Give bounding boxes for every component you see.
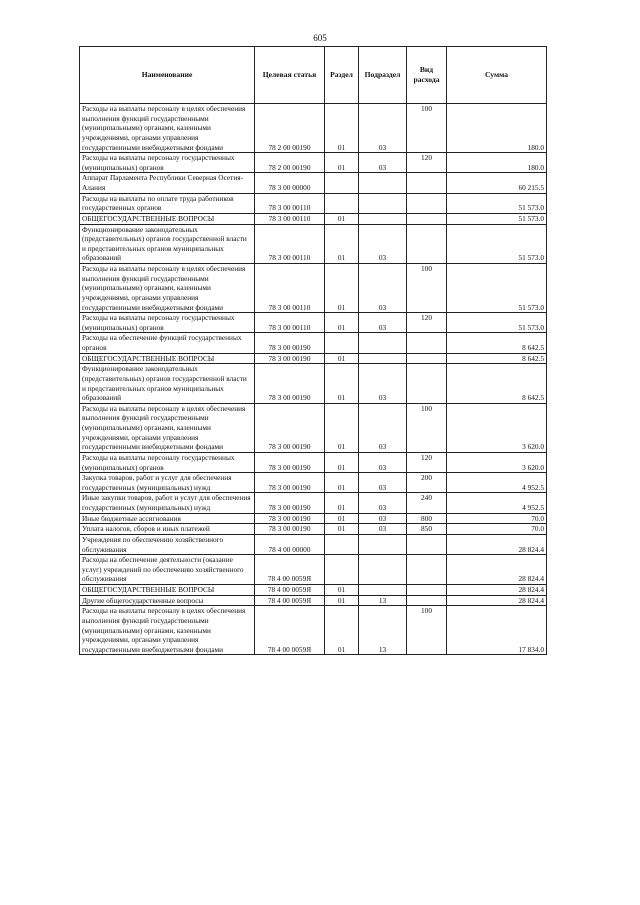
cell-name: Закупка товаров, работ и услуг для обеспечения государственных (муниципальных) нужд — [80, 473, 255, 493]
cell-name: ОБЩЕГОСУДАРСТВЕННЫЕ ВОПРОСЫ — [80, 213, 255, 224]
table-row — [80, 452, 547, 472]
cell-vid — [407, 353, 447, 364]
cell-code: 78 3 00 00110 — [255, 224, 325, 264]
cell-razdel: 01 — [325, 153, 359, 173]
cell-name: ОБЩЕГОСУДАРСТВЕННЫЕ ВОПРОСЫ — [80, 353, 255, 364]
cell-razdel: 01 — [325, 452, 359, 472]
cell-sum: 3 620.0 — [447, 452, 547, 472]
cell-name: Учреждения по обеспечению хозяйственного обслуживания — [80, 534, 255, 554]
table-row — [80, 585, 547, 596]
cell-razdel: 01 — [325, 513, 359, 524]
table-row — [80, 534, 547, 554]
cell-razdel — [325, 193, 359, 213]
table-row — [80, 333, 547, 353]
cell-podrazdel — [359, 555, 407, 585]
cell-sum: 28 824.4 — [447, 585, 547, 596]
cell-sum: 180.0 — [447, 153, 547, 173]
cell-sum: 3 620.0 — [447, 403, 547, 452]
cell-code: 78 3 00 00110 — [255, 213, 325, 224]
cell-podrazdel: 13 — [359, 595, 407, 606]
cell-code: 78 3 00 00110 — [255, 313, 325, 333]
cell-name: Расходы на выплаты персоналу в целях обеспечения выполнения функций государственными (муниципальными) органами, казенными учреждениями, органами управления государственными внебюджетными фондами — [80, 104, 255, 153]
cell-name: Расходы на выплаты персоналу в целях обеспечения выполнения функций государственными (муниципальными) органами, казенными учреждениями, органами управления государственными внебюджетными фондами — [80, 606, 255, 655]
table-row — [80, 153, 547, 173]
cell-name: Расходы на выплаты персоналу государственных (муниципальных) органов — [80, 452, 255, 472]
cell-code: 78 3 00 00110 — [255, 264, 325, 313]
cell-vid — [407, 364, 447, 404]
cell-name: Функционирование законодательных (представительных) органов государственной власти и представительных органов муниципальных образований — [80, 224, 255, 264]
cell-podrazdel: 03 — [359, 313, 407, 333]
cell-razdel: 01 — [325, 264, 359, 313]
cell-razdel: 01 — [325, 585, 359, 596]
cell-sum: 4 952.5 — [447, 473, 547, 493]
table-row — [80, 173, 547, 193]
cell-code: 78 3 00 00190 — [255, 452, 325, 472]
cell-vid — [407, 585, 447, 596]
cell-sum: 8 642.5 — [447, 333, 547, 353]
cell-sum: 70.0 — [447, 513, 547, 524]
header-podrazdel: Подраздел — [359, 47, 407, 104]
cell-code: 78 4 00 0059Я — [255, 555, 325, 585]
cell-vid: 100 — [407, 606, 447, 655]
table-row — [80, 513, 547, 524]
cell-razdel: 01 — [325, 364, 359, 404]
cell-name: Расходы на выплаты персоналу в целях обеспечения выполнения функций государственными (муниципальными) органами, казенными учреждениями, органами управления государственными внебюджетными фондами — [80, 403, 255, 452]
cell-sum: 51 573.0 — [447, 224, 547, 264]
cell-podrazdel — [359, 213, 407, 224]
cell-sum: 60 215.5 — [447, 173, 547, 193]
cell-podrazdel — [359, 534, 407, 554]
cell-sum: 17 834.0 — [447, 606, 547, 655]
cell-razdel — [325, 173, 359, 193]
table-row — [80, 606, 547, 655]
cell-vid — [407, 534, 447, 554]
cell-code: 78 2 00 00190 — [255, 153, 325, 173]
cell-code: 78 3 00 00190 — [255, 524, 325, 535]
cell-podrazdel — [359, 353, 407, 364]
cell-sum: 28 824.4 — [447, 555, 547, 585]
cell-vid: 100 — [407, 264, 447, 313]
cell-sum: 8 642.5 — [447, 364, 547, 404]
cell-podrazdel — [359, 193, 407, 213]
cell-name: Другие общегосударственные вопросы — [80, 595, 255, 606]
cell-name: Расходы на выплаты по оплате труда работников государственных органов — [80, 193, 255, 213]
cell-code: 78 3 00 00000 — [255, 173, 325, 193]
cell-razdel: 01 — [325, 213, 359, 224]
table-row — [80, 264, 547, 313]
table-row — [80, 213, 547, 224]
header-sum: Сумма — [447, 47, 547, 104]
cell-podrazdel: 03 — [359, 403, 407, 452]
cell-podrazdel: 03 — [359, 104, 407, 153]
cell-podrazdel — [359, 585, 407, 596]
table-body — [80, 104, 547, 655]
header-code: Целевая статья — [255, 47, 325, 104]
table-row — [80, 364, 547, 404]
cell-podrazdel: 03 — [359, 513, 407, 524]
cell-name: Иные бюджетные ассигнования — [80, 513, 255, 524]
table-row — [80, 595, 547, 606]
table-row — [80, 403, 547, 452]
cell-razdel: 01 — [325, 524, 359, 535]
cell-name: Функционирование законодательных (представительных) органов государственной власти и представительных органов муниципальных образований — [80, 364, 255, 404]
cell-razdel: 01 — [325, 595, 359, 606]
cell-name: Расходы на выплаты персоналу государственных (муниципальных) органов — [80, 153, 255, 173]
cell-code: 78 3 00 00190 — [255, 513, 325, 524]
table-row — [80, 224, 547, 264]
table-row — [80, 473, 547, 493]
cell-name: Иные закупки товаров, работ и услуг для обеспечения государственных (муниципальных) нужд — [80, 493, 255, 513]
table-row — [80, 493, 547, 513]
table-row — [80, 313, 547, 333]
cell-razdel: 01 — [325, 473, 359, 493]
cell-vid: 200 — [407, 473, 447, 493]
cell-podrazdel: 03 — [359, 524, 407, 535]
cell-sum: 28 824.4 — [447, 534, 547, 554]
cell-code: 78 2 00 00190 — [255, 104, 325, 153]
table-row — [80, 104, 547, 153]
cell-vid: 240 — [407, 493, 447, 513]
cell-name: Расходы на выплаты персоналу в целях обеспечения выполнения функций государственными (муниципальными) органами, казенными учреждениями, органами управления государственными внебюджетными фондами — [80, 264, 255, 313]
cell-vid: 800 — [407, 513, 447, 524]
cell-podrazdel: 03 — [359, 153, 407, 173]
cell-razdel: 01 — [325, 403, 359, 452]
cell-razdel: 01 — [325, 313, 359, 333]
cell-podrazdel: 03 — [359, 364, 407, 404]
cell-sum: 51 573.0 — [447, 213, 547, 224]
cell-vid: 120 — [407, 153, 447, 173]
cell-vid: 120 — [407, 313, 447, 333]
cell-sum: 28 824.4 — [447, 595, 547, 606]
cell-podrazdel — [359, 333, 407, 353]
table-header-row — [80, 47, 547, 104]
cell-podrazdel: 03 — [359, 473, 407, 493]
cell-name: Аппарат Парламента Республики Северная Осетия-Алания — [80, 173, 255, 193]
budget-table — [79, 46, 547, 655]
cell-vid — [407, 224, 447, 264]
table-row — [80, 353, 547, 364]
cell-code: 78 3 00 00190 — [255, 493, 325, 513]
cell-podrazdel — [359, 173, 407, 193]
cell-code: 78 3 00 00190 — [255, 353, 325, 364]
cell-razdel — [325, 534, 359, 554]
cell-razdel: 01 — [325, 104, 359, 153]
cell-vid — [407, 333, 447, 353]
cell-vid — [407, 173, 447, 193]
cell-vid: 850 — [407, 524, 447, 535]
cell-name: Уплата налогов, сборов и иных платежей — [80, 524, 255, 535]
table-row — [80, 555, 547, 585]
cell-vid — [407, 555, 447, 585]
cell-vid — [407, 193, 447, 213]
cell-code: 78 3 00 00190 — [255, 403, 325, 452]
cell-code: 78 3 00 00190 — [255, 364, 325, 404]
header-name: Наименование — [80, 47, 255, 104]
cell-name: Расходы на обеспечение деятельности (оказание услуг) учреждений по обеспечению хозяйственного обслуживания — [80, 555, 255, 585]
cell-code: 78 3 00 00190 — [255, 473, 325, 493]
cell-razdel — [325, 333, 359, 353]
cell-sum: 51 573.0 — [447, 193, 547, 213]
cell-razdel: 01 — [325, 606, 359, 655]
cell-name: Расходы на обеспечение функций государственных органов — [80, 333, 255, 353]
cell-vid — [407, 213, 447, 224]
cell-podrazdel: 13 — [359, 606, 407, 655]
cell-sum: 51 573.0 — [447, 313, 547, 333]
cell-code: 78 3 00 00190 — [255, 333, 325, 353]
cell-name: ОБЩЕГОСУДАРСТВЕННЫЕ ВОПРОСЫ — [80, 585, 255, 596]
cell-name: Расходы на выплаты персоналу государственных (муниципальных) органов — [80, 313, 255, 333]
cell-razdel: 01 — [325, 493, 359, 513]
table-row — [80, 193, 547, 213]
cell-sum: 70.0 — [447, 524, 547, 535]
header-razdel: Раздел — [325, 47, 359, 104]
header-vid: Вид расхода — [407, 47, 447, 104]
cell-podrazdel: 03 — [359, 452, 407, 472]
cell-sum: 8 642.5 — [447, 353, 547, 364]
cell-podrazdel: 03 — [359, 264, 407, 313]
cell-razdel — [325, 555, 359, 585]
cell-code: 78 4 00 0059Я — [255, 606, 325, 655]
cell-code: 78 4 00 0059Я — [255, 595, 325, 606]
page-number: 605 — [313, 33, 327, 43]
cell-code: 78 4 00 00000 — [255, 534, 325, 554]
cell-sum: 4 952.5 — [447, 493, 547, 513]
cell-code: 78 3 00 00110 — [255, 193, 325, 213]
table-row — [80, 524, 547, 535]
cell-vid — [407, 595, 447, 606]
cell-razdel: 01 — [325, 353, 359, 364]
cell-podrazdel: 03 — [359, 224, 407, 264]
cell-vid: 100 — [407, 104, 447, 153]
cell-sum: 51 573.0 — [447, 264, 547, 313]
cell-podrazdel: 03 — [359, 493, 407, 513]
cell-vid: 120 — [407, 452, 447, 472]
cell-code: 78 4 00 0059Я — [255, 585, 325, 596]
cell-vid: 100 — [407, 403, 447, 452]
cell-razdel: 01 — [325, 224, 359, 264]
cell-sum: 180.0 — [447, 104, 547, 153]
